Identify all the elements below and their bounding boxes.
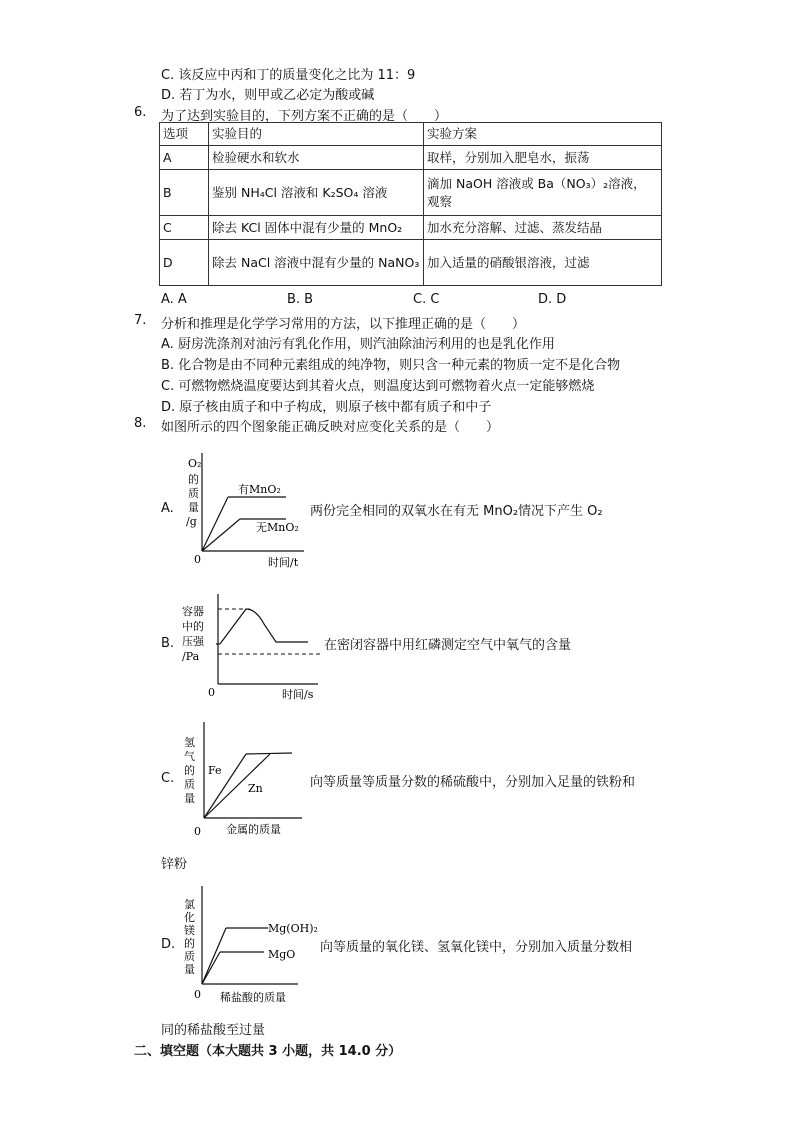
row-option: D — [160, 240, 209, 286]
row-goal: 检验硬水和软水 — [209, 146, 424, 170]
header-goal: 实验目的 — [209, 123, 424, 146]
q7-option-a: A. 厨房洗涤剂对油污有乳化作用，则汽油除油污利用的也是乳化作用 — [161, 337, 555, 352]
header-plan: 实验方案 — [424, 123, 662, 146]
q8-stem: 如图所示的四个图象能正确反映对应变化关系的是（ ） — [161, 420, 500, 435]
q6-number: 6. — [134, 105, 147, 120]
q8-b-desc: 在密闭容器中用红磷测定空气中氧气的含量 — [324, 638, 572, 653]
origin-label: 0 — [208, 686, 215, 699]
fe-label: Fe — [208, 764, 222, 777]
q6-stem: 为了达到实验目的，下列方案不正确的是（ ） — [161, 109, 448, 124]
q6-table — [159, 122, 662, 286]
q8-b-graph — [180, 588, 325, 703]
row-option: A — [160, 146, 209, 170]
x-label: 金属的质量 — [226, 823, 281, 836]
row-plan: 加水充分溶解、过滤、蒸发结晶 — [424, 216, 662, 240]
row-plan: 取样，分别加入肥皂水，振荡 — [424, 146, 662, 170]
row-goal: 鉴别 NH₄Cl 溶液和 K₂SO₄ 溶液 — [209, 170, 424, 216]
q8-a-letter: A. — [161, 501, 174, 516]
y-label-2: 中的 — [182, 620, 204, 633]
mgoh2-rise — [202, 928, 226, 984]
y-label-1: 氢 — [184, 736, 195, 749]
q8-d-desc-continued: 同的稀盐酸至过量 — [161, 1023, 266, 1038]
q8-c-letter: C. — [161, 771, 175, 786]
y-label-5: 量 — [184, 792, 195, 805]
y-label-3: 质 — [188, 487, 199, 500]
header-option: 选项 — [160, 123, 209, 146]
y-label-2: 化 — [184, 911, 195, 924]
table-row — [160, 216, 662, 240]
row-goal: 除去 NaCl 溶液中混有少量的 NaNO₃ — [209, 240, 424, 286]
table-row — [160, 170, 662, 216]
q8-d-graph — [180, 880, 320, 1008]
y-label-3: 镁 — [184, 924, 195, 937]
y-label-6: 量 — [184, 963, 195, 976]
y-label-4: 量 — [188, 501, 199, 514]
q7-stem: 分析和推理是化学学习常用的方法，以下推理正确的是（ ） — [161, 317, 526, 332]
y-label-4: 质 — [184, 778, 195, 791]
q6-choice-c: C. C — [413, 292, 440, 307]
y-label-2: 气 — [184, 750, 195, 763]
y-label-1: 氯 — [184, 898, 195, 911]
origin-label: 0 — [194, 825, 201, 838]
x-label: 时间/s — [282, 688, 314, 701]
origin-label: 0 — [194, 988, 201, 1001]
q5-option-d: D. 若丁为水，则甲或乙必定为酸或碱 — [161, 88, 375, 103]
y-label-3: 压强 — [182, 635, 204, 648]
q8-a-desc: 两份完全相同的双氧水在有无 MnO₂情况下产生 O₂ — [310, 504, 603, 519]
x-label: 时间/t — [268, 556, 299, 569]
q8-c-desc-continued: 锌粉 — [161, 857, 188, 872]
x-label: 稀盐酸的质量 — [220, 991, 286, 1004]
q8-number: 8. — [134, 416, 147, 431]
q6-choice-b: B. B — [287, 292, 314, 307]
q6-choice-d: D. D — [538, 292, 567, 307]
curve-label-1: 有MnO₂ — [238, 483, 281, 496]
q5-option-c: C. 该反应中丙和丁的质量变化之比为 11：9 — [161, 68, 416, 83]
mgo-label: MgO — [268, 948, 296, 961]
q8-c-desc: 向等质量等质量分数的稀硫酸中，分别加入足量的铁粉和 — [310, 775, 636, 790]
y-label-3: 的 — [184, 764, 195, 777]
q8-a-graph — [180, 445, 310, 570]
y-label-5: /g — [186, 515, 197, 528]
y-label-2: 的 — [188, 473, 199, 486]
q8-c-graph — [180, 718, 305, 843]
table-row — [160, 240, 662, 286]
q7-number: 7. — [134, 313, 147, 328]
mgo-rise — [202, 952, 220, 984]
y-label-4: /Pa — [182, 650, 200, 663]
q8-b-letter: B. — [161, 636, 175, 651]
curve-label-2: 无MnO₂ — [256, 521, 299, 534]
q7-option-c: C. 可燃物燃烧温度要达到其着火点，则温度达到可燃物着火点一定能够燃烧 — [161, 379, 595, 394]
q6-choice-a: A. A — [161, 292, 187, 307]
q8-d-desc: 向等质量的氧化镁、氢氧化镁中，分别加入质量分数相 — [320, 940, 633, 955]
plateau — [246, 753, 292, 754]
mgoh2-label: Mg(OH)₂ — [268, 922, 318, 935]
table-row — [160, 146, 662, 170]
origin-label: 0 — [194, 553, 201, 566]
q7-option-d: D. 原子核由质子和中子构成，则原子核中都有质子和中子 — [161, 400, 492, 415]
row-goal: 除去 KCl 固体中混有少量的 MnO₂ — [209, 216, 424, 240]
y-label-5: 质 — [184, 950, 195, 963]
y-label-1: O₂ — [188, 457, 202, 470]
q8-d-letter: D. — [161, 937, 176, 952]
section-2-heading: 二、填空题（本大题共 3 小题，共 14.0 分） — [134, 1044, 402, 1059]
y-label-1: 容器 — [182, 605, 204, 618]
curve-without-mno2 — [202, 519, 240, 551]
row-plan: 加入适量的硝酸银溶液，过滤 — [424, 240, 662, 286]
pressure-curve — [220, 609, 308, 644]
table-header-row — [160, 123, 662, 146]
y-label-4: 的 — [184, 937, 195, 950]
row-option: C — [160, 216, 209, 240]
zn-label: Zn — [248, 782, 263, 795]
row-option: B — [160, 170, 209, 216]
curve-with-mno2 — [202, 497, 228, 551]
row-plan: 滴加 NaOH 溶液或 Ba（NO₃）₂溶液，观察 — [424, 170, 662, 216]
q7-option-b: B. 化合物是由不同种元素组成的纯净物，则只含一种元素的物质一定不是化合物 — [161, 358, 621, 373]
